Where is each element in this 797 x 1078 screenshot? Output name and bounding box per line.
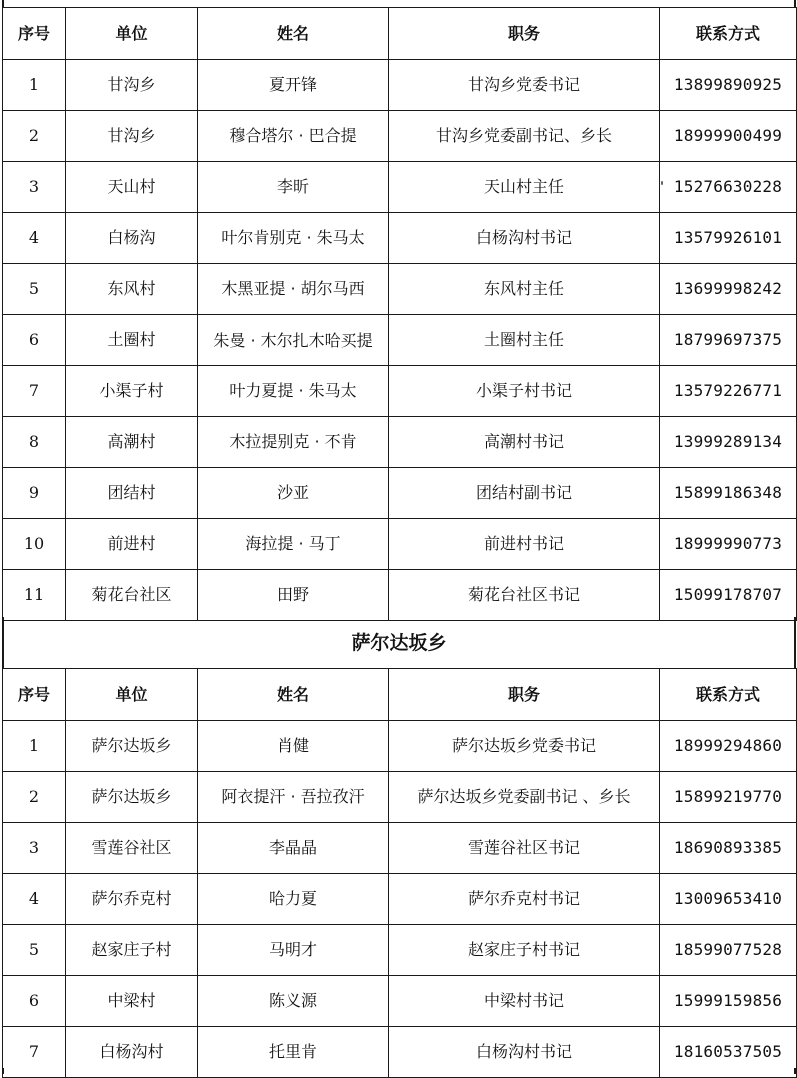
table-row [3,570,797,621]
row-phone: 18599077528 [660,925,797,976]
header-name: 姓名 [198,669,389,721]
row-seq: 3 [3,823,66,874]
row-seq: 1 [3,60,66,111]
table-row [3,925,797,976]
row-name: 海拉提 · 马丁 [198,519,389,570]
table-row [3,1027,797,1078]
row-phone: 18160537505 [660,1027,797,1078]
contact-table-section-1 [2,7,797,621]
row-position: 中梁村书记 [389,976,660,1027]
row-position: 团结村副书记 [389,468,660,519]
table-row [3,162,797,213]
row-position: 甘沟乡党委副书记、乡长 [389,111,660,162]
table-row [3,213,797,264]
table-row [3,60,797,111]
row-position: 小渠子村书记 [389,366,660,417]
row-phone: 18999990773 [660,519,797,570]
row-name: 马明才 [198,925,389,976]
header-contact: 联系方式 [660,8,797,60]
row-unit: 甘沟乡 [66,60,198,111]
row-name: 穆合塔尔 · 巴合提 [198,111,389,162]
row-name: 沙亚 [198,468,389,519]
row-name: 阿衣提汗 · 吾拉孜汗 [198,772,389,823]
header-position: 职务 [389,669,660,721]
row-position: 白杨沟村书记 [389,1027,660,1078]
header-unit: 单位 [66,669,198,721]
row-name: 李晶晶 [198,823,389,874]
table-row [3,772,797,823]
row-unit: 小渠子村 [66,366,198,417]
row-name: 木拉提别克 · 不肯 [198,417,389,468]
row-seq: 9 [3,468,66,519]
table-header-row [3,669,797,721]
row-unit: 萨尔达坂乡 [66,721,198,772]
row-position: 菊花台社区书记 [389,570,660,621]
row-name: 托里肯 [198,1027,389,1078]
row-unit: 高潮村 [66,417,198,468]
row-seq: 2 [3,111,66,162]
table-row [3,976,797,1027]
row-unit: 前进村 [66,519,198,570]
row-seq: 5 [3,264,66,315]
scan-speck [661,181,663,185]
row-unit: 团结村 [66,468,198,519]
row-seq: 11 [3,570,66,621]
row-position: 甘沟乡党委书记 [389,60,660,111]
row-unit: 白杨沟村 [66,1027,198,1078]
row-seq: 8 [3,417,66,468]
row-phone: 15899186348 [660,468,797,519]
row-phone: 15276630228 [660,162,797,213]
row-phone: 13999289134 [660,417,797,468]
row-seq: 5 [3,925,66,976]
row-unit: 中梁村 [66,976,198,1027]
table-row [3,874,797,925]
row-phone: 13899890925 [660,60,797,111]
row-seq: 1 [3,721,66,772]
row-unit: 雪莲谷社区 [66,823,198,874]
header-contact: 联系方式 [660,669,797,721]
row-position: 赵家庄子村书记 [389,925,660,976]
table-row [3,366,797,417]
header-position: 职务 [389,8,660,60]
bottom-stub-left [2,1068,4,1074]
row-name: 李昕 [198,162,389,213]
row-phone: 18690893385 [660,823,797,874]
row-phone: 13699998242 [660,264,797,315]
row-phone: 18999900499 [660,111,797,162]
row-phone: 13579226771 [660,366,797,417]
row-phone: 18999294860 [660,721,797,772]
table-header-row [3,8,797,60]
bottom-stub-right [794,1068,796,1074]
row-name: 叶力夏提 · 朱马太 [198,366,389,417]
row-seq: 4 [3,213,66,264]
row-seq: 4 [3,874,66,925]
row-unit: 白杨沟 [66,213,198,264]
section-title-sardaban: 萨尔达坂乡 [351,632,447,654]
row-name: 田野 [198,570,389,621]
row-unit: 土圈村 [66,315,198,366]
row-phone: 18799697375 [660,315,797,366]
row-seq: 6 [3,315,66,366]
header-seq: 序号 [3,8,66,60]
row-name: 夏开锋 [198,60,389,111]
header-seq: 序号 [3,669,66,721]
row-name: 叶尔肯别克 · 朱马太 [198,213,389,264]
table-row [3,264,797,315]
row-position: 东风村主任 [389,264,660,315]
row-position: 白杨沟村书记 [389,213,660,264]
row-position: 萨尔达坂乡党委副书记 、乡长 [389,772,660,823]
table-row [3,111,797,162]
row-unit: 萨尔乔克村 [66,874,198,925]
header-name: 姓名 [198,8,389,60]
row-phone: 13009653410 [660,874,797,925]
row-seq: 2 [3,772,66,823]
row-unit: 东风村 [66,264,198,315]
row-position: 前进村书记 [389,519,660,570]
row-phone: 15099178707 [660,570,797,621]
table-row [3,823,797,874]
row-position: 萨尔达坂乡党委书记 [389,721,660,772]
row-position: 雪莲谷社区书记 [389,823,660,874]
row-unit: 甘沟乡 [66,111,198,162]
row-seq: 7 [3,1027,66,1078]
table-row [3,519,797,570]
row-phone: 15899219770 [660,772,797,823]
row-name: 哈力夏 [198,874,389,925]
row-seq: 3 [3,162,66,213]
table-row [3,468,797,519]
row-seq: 10 [3,519,66,570]
row-seq: 7 [3,366,66,417]
row-unit: 萨尔达坂乡 [66,772,198,823]
row-position: 天山村主任 [389,162,660,213]
row-seq: 6 [3,976,66,1027]
row-phone: 15999159856 [660,976,797,1027]
row-name: 陈义源 [198,976,389,1027]
row-position: 萨尔乔克村书记 [389,874,660,925]
table-row [3,417,797,468]
row-position: 高潮村书记 [389,417,660,468]
row-name: 木黑亚提 · 胡尔马西 [198,264,389,315]
row-name: 肖健 [198,721,389,772]
table-row [3,721,797,772]
contact-table-section-2 [2,668,797,1078]
row-phone: 13579926101 [660,213,797,264]
row-unit: 天山村 [66,162,198,213]
header-unit: 单位 [66,8,198,60]
row-unit: 菊花台社区 [66,570,198,621]
row-name: 朱曼 · 木尔扎木哈买提 [198,315,389,366]
row-unit: 赵家庄子村 [66,925,198,976]
table-row [3,315,797,366]
row-position: 土圈村主任 [389,315,660,366]
